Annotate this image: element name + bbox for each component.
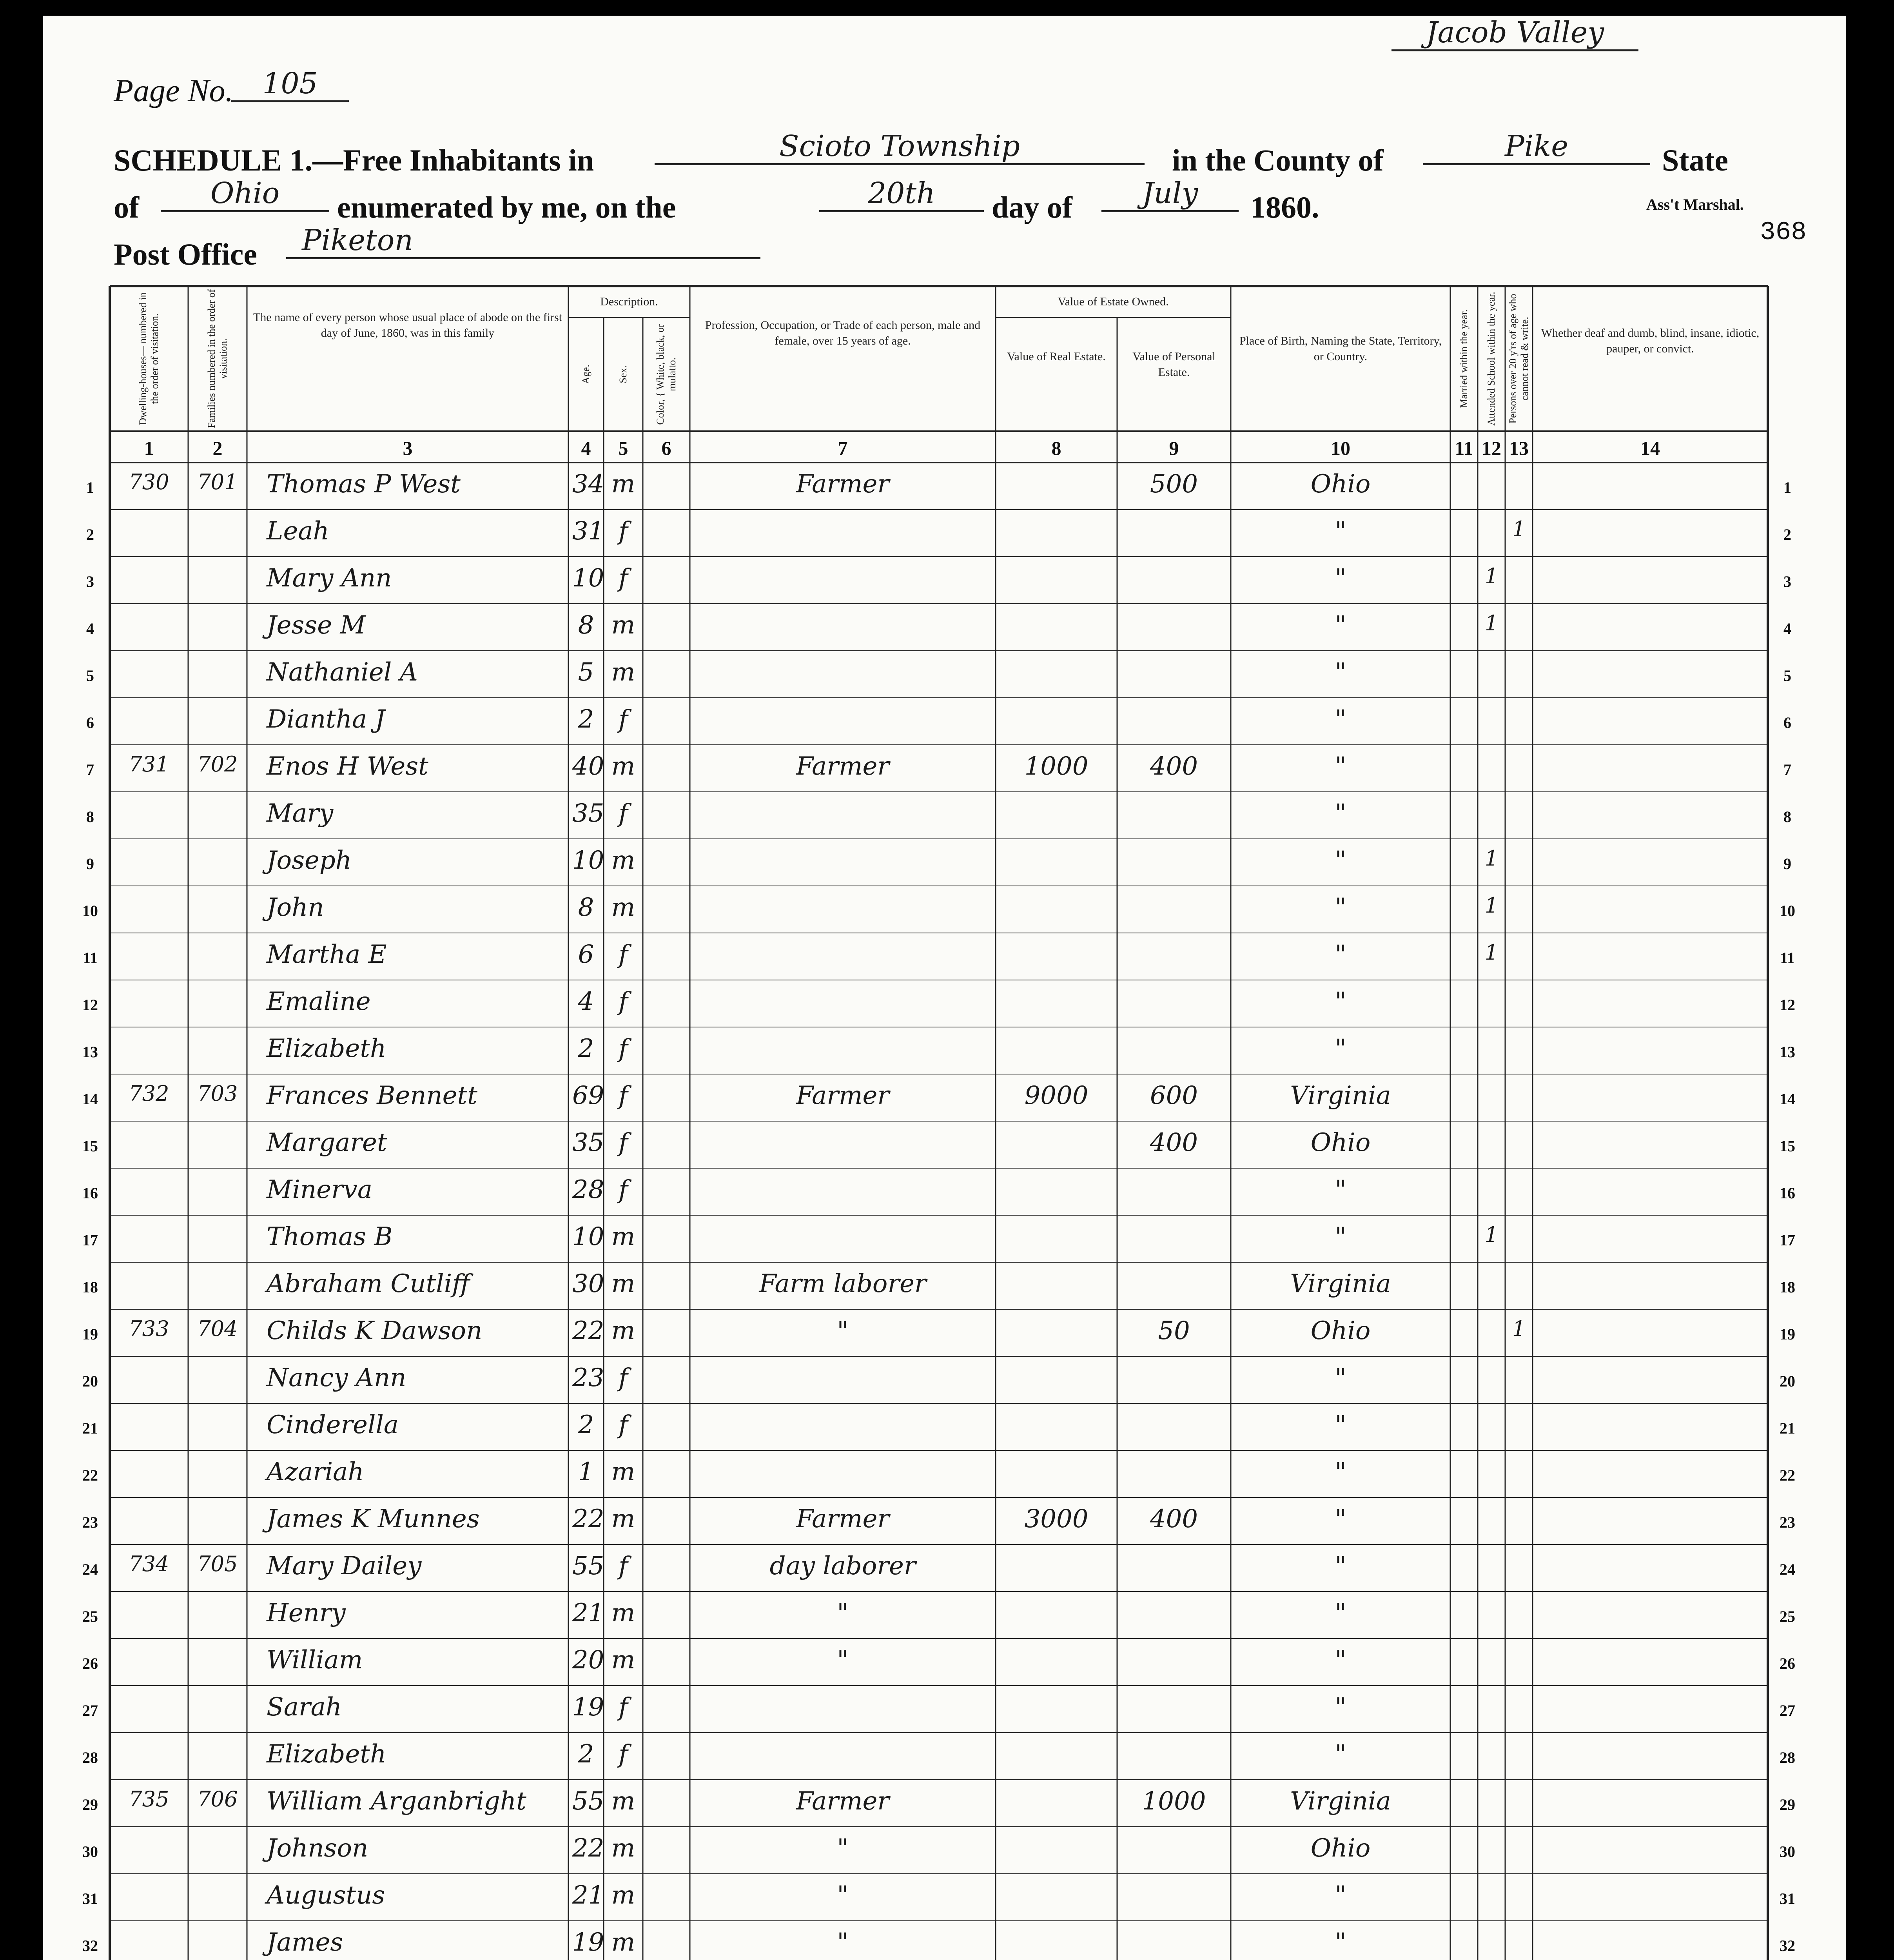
age: 19 [572, 1693, 604, 1722]
person-name: James K Munnes [267, 1504, 480, 1534]
column-number: 2 [212, 437, 223, 459]
person-name: Childs K Dawson [267, 1316, 483, 1345]
age: 4 [578, 987, 594, 1016]
birthplace: " [1335, 517, 1346, 546]
row-number-left: 12 [82, 996, 98, 1014]
sex: m [611, 1269, 635, 1298]
col-real-estate-header: Value of Real Estate. [1007, 350, 1106, 363]
birthplace: " [1335, 799, 1346, 828]
age: 22 [572, 1834, 604, 1863]
sex: f [619, 517, 628, 546]
col-married-header: Married within the year. [1458, 309, 1469, 408]
row-number-left: 31 [82, 1890, 98, 1907]
sex: m [611, 1599, 635, 1628]
stamp-number: 368 [1760, 218, 1807, 247]
marshal-label: Ass't Marshal. [1646, 196, 1744, 213]
family-number: 704 [197, 1316, 238, 1341]
row-number-right: 22 [1780, 1466, 1795, 1484]
sex: f [619, 1081, 628, 1110]
age: 2 [578, 1740, 594, 1769]
row-number-left: 2 [86, 526, 94, 543]
occupation: " [837, 1834, 849, 1863]
birthplace: " [1335, 1552, 1346, 1581]
row-number-left: 21 [82, 1419, 98, 1437]
sex: m [611, 1834, 635, 1863]
family-number: 702 [197, 752, 238, 777]
birthplace: " [1335, 1504, 1346, 1534]
family-number: 701 [197, 470, 238, 494]
row-number-right: 28 [1780, 1749, 1795, 1766]
column-number: 5 [618, 437, 628, 459]
column-number: 6 [661, 437, 671, 459]
dwelling-number: 732 [129, 1081, 169, 1106]
person-name: Thomas P West [267, 470, 461, 499]
row-number-left: 26 [82, 1655, 98, 1672]
page-number: 105 [231, 67, 349, 102]
birthplace: " [1335, 1693, 1346, 1722]
personal-estate-value: 400 [1150, 1128, 1198, 1157]
row-number-right: 10 [1780, 902, 1795, 920]
row-number-left: 14 [82, 1090, 98, 1108]
sex: m [611, 752, 635, 781]
occupation: " [837, 1881, 849, 1910]
age: 22 [572, 1504, 604, 1534]
col-description-header: Description. [600, 295, 658, 308]
sex: m [611, 1646, 635, 1675]
person-name: John [267, 893, 324, 922]
column-number: 13 [1509, 437, 1529, 459]
person-name: Diantha J [267, 705, 385, 734]
person-name: James [267, 1928, 343, 1957]
sex: f [619, 1128, 628, 1157]
dwelling-number: 734 [129, 1552, 169, 1576]
census-page [43, 16, 1846, 1960]
sex: m [611, 1881, 635, 1910]
row-number-left: 15 [82, 1137, 98, 1155]
col-illiterate-header: Persons over 20 y'rs of age who cannot read & write. [1507, 294, 1530, 424]
age: 1 [578, 1457, 594, 1486]
sex: m [611, 1504, 635, 1534]
age: 2 [578, 1034, 594, 1063]
post-office: Piketon [286, 223, 760, 259]
illiterate-mark: 1 [1512, 517, 1526, 541]
row-number-right: 11 [1780, 949, 1795, 967]
school-mark: 1 [1484, 564, 1499, 588]
row-number-right: 25 [1780, 1608, 1795, 1625]
day: 20th [819, 176, 984, 212]
col-condition-header: Whether deaf and dumb, blind, insane, idiotic, pauper, or convict. [1541, 327, 1760, 355]
column-number: 10 [1331, 437, 1350, 459]
row-number-left: 30 [82, 1843, 98, 1860]
column-number: 7 [838, 437, 848, 459]
row-number-left: 18 [82, 1278, 98, 1296]
sex: f [619, 1740, 628, 1769]
birthplace: " [1335, 940, 1346, 969]
row-number-right: 2 [1783, 526, 1791, 543]
birthplace: Ohio [1310, 470, 1371, 499]
state: Ohio [161, 176, 329, 212]
age: 31 [572, 517, 604, 546]
sex: f [619, 987, 628, 1016]
row-number-right: 12 [1780, 996, 1795, 1014]
birthplace: Virginia [1290, 1269, 1391, 1298]
occupation: " [837, 1928, 849, 1957]
sex: f [619, 1175, 628, 1204]
age: 55 [572, 1552, 604, 1581]
occupation: Farm laborer [759, 1269, 927, 1298]
day-of-label: day of [992, 190, 1072, 224]
sex: f [619, 1693, 628, 1722]
township: Scioto Township [655, 129, 1145, 165]
person-name: Margaret [267, 1128, 387, 1157]
school-mark: 1 [1484, 893, 1499, 918]
col-personal-estate-header: Value of Personal Estate. [1132, 350, 1215, 379]
birthplace: Ohio [1310, 1316, 1371, 1345]
birthplace: " [1335, 1222, 1346, 1251]
sex: m [611, 1222, 635, 1251]
marshal: Jacob Valley [1391, 16, 1638, 51]
row-number-left: 17 [82, 1231, 98, 1249]
birthplace: " [1335, 987, 1346, 1016]
school-mark: 1 [1484, 611, 1499, 635]
col-occupation-header: Profession, Occupation, or Trade of each person, male and female, over 15 years of age. [705, 319, 981, 347]
person-name: Frances Bennett [267, 1081, 477, 1110]
county: Pike [1423, 129, 1650, 165]
row-number-right: 27 [1780, 1702, 1795, 1719]
birthplace: " [1335, 893, 1346, 922]
month: July [1101, 176, 1239, 212]
school-mark: 1 [1484, 846, 1499, 871]
sex: f [619, 1410, 628, 1439]
birthplace: Virginia [1290, 1081, 1391, 1110]
birthplace: Ohio [1310, 1128, 1371, 1157]
person-name: Johnson [267, 1834, 368, 1863]
column-number: 11 [1455, 437, 1473, 459]
illiterate-mark: 1 [1512, 1316, 1526, 1341]
row-number-right: 18 [1780, 1278, 1795, 1296]
sex: m [611, 846, 635, 875]
row-number-left: 23 [82, 1514, 98, 1531]
row-number-right: 7 [1783, 761, 1791, 779]
personal-estate-value: 1000 [1142, 1787, 1206, 1816]
row-number-left: 4 [86, 620, 94, 637]
row-number-left: 10 [82, 902, 98, 920]
row-number-left: 8 [86, 808, 94, 826]
row-number-left: 1 [86, 479, 94, 496]
occupation: " [837, 1646, 849, 1675]
row-number-left: 27 [82, 1702, 98, 1719]
row-number-right: 5 [1783, 667, 1791, 684]
sex: m [611, 893, 635, 922]
dwelling-number: 731 [129, 752, 169, 777]
personal-estate-value: 400 [1150, 752, 1198, 781]
row-number-left: 32 [82, 1937, 98, 1955]
person-name: Henry [267, 1599, 346, 1628]
row-number-right: 30 [1780, 1843, 1795, 1860]
row-number-left: 20 [82, 1372, 98, 1390]
person-name: Azariah [267, 1457, 364, 1486]
row-number-right: 4 [1783, 620, 1791, 637]
birthplace: " [1335, 1599, 1346, 1628]
row-number-left: 9 [86, 855, 94, 873]
person-name: Sarah [267, 1693, 342, 1722]
birthplace: " [1335, 658, 1346, 687]
person-name: Mary Ann [267, 564, 392, 593]
column-number: 14 [1640, 437, 1660, 459]
dwelling-number: 733 [129, 1316, 169, 1341]
age: 22 [572, 1316, 604, 1345]
col-birthplace-header: Place of Birth, Naming the State, Territory, or Country. [1239, 334, 1442, 363]
person-name: Emaline [267, 987, 371, 1016]
row-number-left: 7 [86, 761, 94, 779]
sex: f [619, 705, 628, 734]
row-number-right: 29 [1780, 1796, 1795, 1813]
person-name: Elizabeth [267, 1740, 386, 1769]
age: 30 [572, 1269, 604, 1298]
col-sex-header: Sex. [617, 365, 629, 383]
row-number-right: 21 [1780, 1419, 1795, 1437]
birthplace: " [1335, 564, 1346, 593]
age: 10 [572, 564, 604, 593]
age: 20 [572, 1646, 604, 1675]
birthplace: " [1335, 1457, 1346, 1486]
personal-estate-value: 500 [1150, 470, 1198, 499]
sex: m [611, 1928, 635, 1957]
age: 35 [572, 799, 604, 828]
birthplace: " [1335, 1363, 1346, 1392]
row-number-right: 19 [1780, 1325, 1795, 1343]
sex: m [611, 470, 635, 499]
birthplace: " [1335, 1034, 1346, 1063]
column-number: 9 [1169, 437, 1179, 459]
occupation: Farmer [796, 1081, 889, 1110]
person-name: Abraham Cutliff [267, 1269, 470, 1298]
birthplace: " [1335, 1740, 1346, 1769]
person-name: Martha E [267, 940, 387, 969]
row-number-right: 23 [1780, 1514, 1795, 1531]
birthplace: " [1335, 611, 1346, 640]
real-estate-value: 9000 [1024, 1081, 1089, 1110]
occupation: " [837, 1316, 849, 1345]
row-number-left: 29 [82, 1796, 98, 1813]
column-number: 8 [1051, 437, 1061, 459]
row-number-right: 8 [1783, 808, 1791, 826]
birthplace: " [1335, 705, 1346, 734]
column-number: 12 [1482, 437, 1501, 459]
birthplace: Ohio [1310, 1834, 1371, 1863]
age: 28 [572, 1175, 604, 1204]
sex: f [619, 799, 628, 828]
dwelling-number: 735 [129, 1787, 169, 1811]
row-number-left: 25 [82, 1608, 98, 1625]
row-number-right: 13 [1780, 1043, 1795, 1061]
col-age-header: Age. [580, 365, 591, 384]
birthplace: " [1335, 752, 1346, 781]
school-mark: 1 [1484, 940, 1499, 965]
sex: f [619, 564, 628, 593]
person-name: Jesse M [267, 611, 366, 640]
row-number-right: 26 [1780, 1655, 1795, 1672]
col-color-header: Color, { White, black, or mulatto. [655, 324, 678, 425]
state-label: State [1662, 143, 1728, 177]
age: 40 [572, 752, 604, 781]
person-name: Augustus [267, 1881, 385, 1910]
person-name: Thomas B [267, 1222, 393, 1251]
birthplace: " [1335, 1646, 1346, 1675]
age: 10 [572, 1222, 604, 1251]
row-number-right: 6 [1783, 714, 1791, 731]
row-number-left: 16 [82, 1184, 98, 1202]
birthplace: " [1335, 1928, 1346, 1957]
age: 21 [572, 1599, 604, 1628]
col-school-header: Attended School within the year. [1486, 292, 1497, 426]
birthplace: " [1335, 1175, 1346, 1204]
enumerated-label: enumerated by me, on the [337, 190, 676, 224]
col-estate-header: Value of Estate Owned. [1058, 295, 1169, 308]
row-number-right: 3 [1783, 573, 1791, 590]
year-label: 1860. [1250, 190, 1319, 224]
family-number: 706 [197, 1787, 238, 1811]
col-dwelling-header: Dwelling-houses— numbered in the order of visitation. [137, 292, 160, 425]
col-family-header: Families numbered in the order of visitation. [206, 289, 229, 428]
post-office-label: Post Office [114, 237, 258, 271]
age: 6 [578, 940, 594, 969]
personal-estate-value: 600 [1150, 1081, 1198, 1110]
occupation: Farmer [796, 470, 889, 499]
person-name: Minerva [267, 1175, 372, 1204]
row-number-left: 19 [82, 1325, 98, 1343]
person-name: William Arganbright [267, 1787, 526, 1816]
person-name: Cinderella [267, 1410, 399, 1439]
age: 19 [572, 1928, 604, 1957]
row-number-right: 20 [1780, 1372, 1795, 1390]
birthplace: " [1335, 846, 1346, 875]
birthplace: " [1335, 1410, 1346, 1439]
real-estate-value: 3000 [1024, 1504, 1089, 1534]
col-name-header: The name of every person whose usual place of abode on the first day of June, 1860, was in this family [253, 311, 562, 339]
occupation: Farmer [796, 1504, 889, 1534]
row-number-right: 24 [1780, 1561, 1795, 1578]
occupation: day laborer [769, 1552, 916, 1581]
age: 8 [578, 611, 594, 640]
row-number-right: 9 [1783, 855, 1791, 873]
family-number: 705 [197, 1552, 238, 1576]
column-number: 3 [403, 437, 413, 459]
sex: m [611, 1457, 635, 1486]
person-name: Mary [267, 799, 334, 828]
row-number-right: 16 [1780, 1184, 1795, 1202]
person-name: William [267, 1646, 363, 1675]
family-number: 703 [197, 1081, 238, 1106]
column-number: 1 [144, 437, 154, 459]
person-name: Mary Dailey [267, 1552, 422, 1581]
row-number-right: 32 [1780, 1937, 1795, 1955]
row-number-right: 14 [1780, 1090, 1795, 1108]
person-name: Nathaniel A [267, 658, 418, 687]
age: 2 [578, 705, 594, 734]
county-label: in the County of [1172, 143, 1384, 177]
age: 10 [572, 846, 604, 875]
personal-estate-value: 50 [1158, 1316, 1190, 1345]
sex: m [611, 1787, 635, 1816]
age: 34 [572, 470, 604, 499]
row-number-left: 28 [82, 1749, 98, 1766]
sex: f [619, 1552, 628, 1581]
row-number-right: 1 [1783, 479, 1791, 496]
sex: m [611, 1316, 635, 1345]
column-number: 4 [581, 437, 591, 459]
age: 23 [572, 1363, 604, 1392]
row-number-right: 31 [1780, 1890, 1795, 1907]
schedule-title: SCHEDULE 1.—Free Inhabitants in [114, 143, 594, 177]
page-number-label: Page No. [114, 73, 234, 108]
row-number-left: 3 [86, 573, 94, 590]
school-mark: 1 [1484, 1222, 1499, 1247]
occupation: Farmer [796, 1787, 889, 1816]
age: 55 [572, 1787, 604, 1816]
person-name: Enos H West [267, 752, 428, 781]
occupation: Farmer [796, 752, 889, 781]
row-number-left: 5 [86, 667, 94, 684]
row-number-right: 15 [1780, 1137, 1795, 1155]
row-number-right: 17 [1780, 1231, 1795, 1249]
birthplace: Virginia [1290, 1787, 1391, 1816]
occupation: " [837, 1599, 849, 1628]
age: 69 [572, 1081, 604, 1110]
age: 8 [578, 893, 594, 922]
real-estate-value: 1000 [1024, 752, 1089, 781]
person-name: Nancy Ann [267, 1363, 406, 1392]
row-number-left: 22 [82, 1466, 98, 1484]
person-name: Elizabeth [267, 1034, 386, 1063]
dwelling-number: 730 [129, 470, 169, 494]
age: 5 [578, 658, 594, 687]
sex: f [619, 940, 628, 969]
row-number-left: 13 [82, 1043, 98, 1061]
birthplace: " [1335, 1881, 1346, 1910]
age: 2 [578, 1410, 594, 1439]
row-number-left: 11 [83, 949, 98, 967]
personal-estate-value: 400 [1150, 1504, 1198, 1534]
age: 21 [572, 1881, 604, 1910]
row-number-left: 6 [86, 714, 94, 731]
row-number-left: 24 [82, 1561, 98, 1578]
sex: m [611, 658, 635, 687]
age: 35 [572, 1128, 604, 1157]
person-name: Joseph [267, 846, 352, 875]
person-name: Leah [267, 517, 329, 546]
sex: f [619, 1034, 628, 1063]
sex: m [611, 611, 635, 640]
of-label: of [114, 190, 139, 224]
sex: f [619, 1363, 628, 1392]
